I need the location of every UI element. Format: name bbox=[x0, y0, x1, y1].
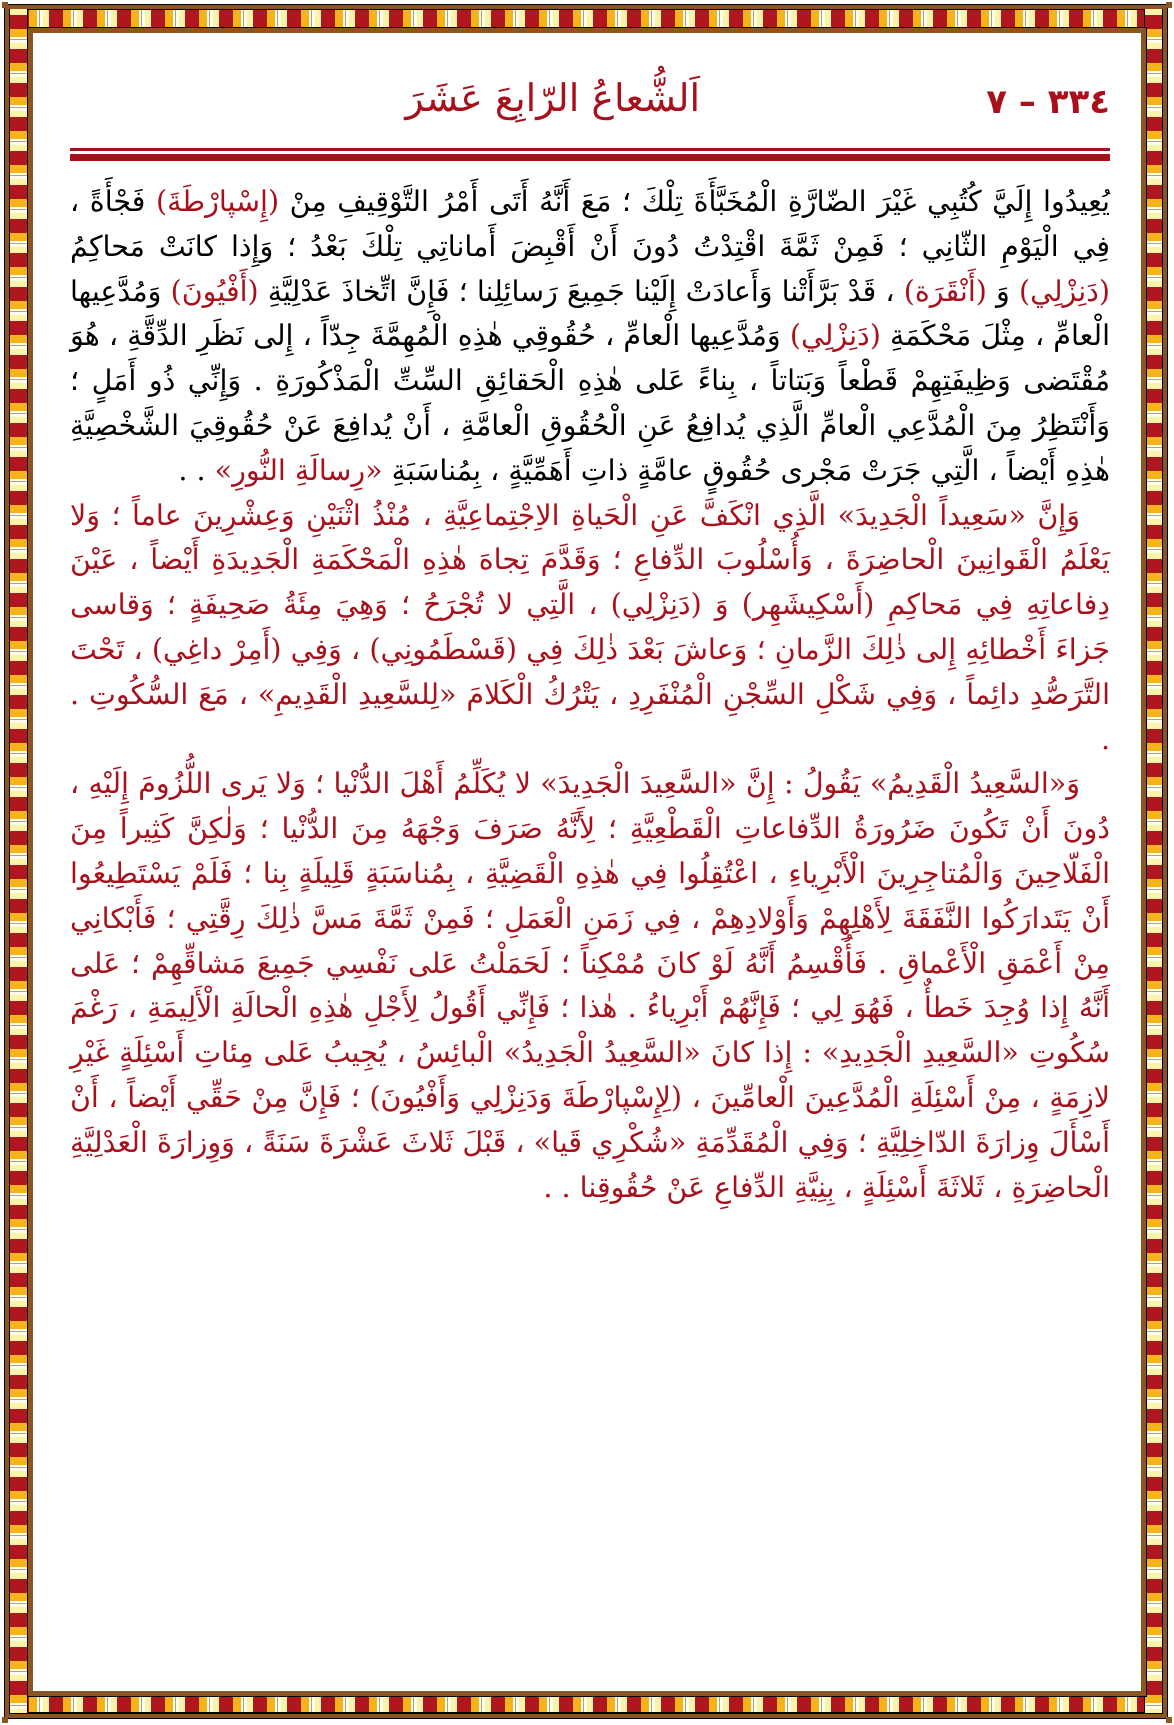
braid-border-top bbox=[9, 9, 1163, 28]
corner-ornament-top-left bbox=[2, 2, 8, 8]
book-title-highlight: «رِسالَةِ النُّورِ» bbox=[214, 453, 383, 487]
place-name-highlight: (إِسْپارْطَةَ) bbox=[156, 185, 280, 218]
text-segment: وَ bbox=[986, 274, 1019, 308]
page-header bbox=[70, 60, 1110, 146]
header-rule-thin bbox=[70, 148, 1110, 151]
text-segment: ، قَدْ بَرَّأَتْنا وَأَعادَتْ إِلَيْنا جَمِيعَ رَسائِلِنا ؛ فَإِنَّ اتِّخاذَ عَدْلِيَّةِ bbox=[258, 274, 904, 308]
braid-border-bottom bbox=[9, 1694, 1163, 1713]
corner-ornament-bottom-right bbox=[1166, 1717, 1172, 1723]
text-segment: وَمُدَّعِيها الْعامِّ ، مِثْلَ مَحْكَمَةِ bbox=[70, 274, 1110, 353]
corner-ornament-bottom-left bbox=[2, 1717, 8, 1723]
page-content bbox=[70, 60, 1110, 1204]
header-rule-thick bbox=[70, 154, 1110, 161]
place-name-highlight: (دَنِزْلِي) bbox=[789, 319, 881, 353]
chapter-title: اَلشُّعاعُ الرّابِعَ عَشَرَ bbox=[405, 76, 700, 120]
braid-border-left bbox=[9, 9, 28, 1713]
paragraph-3: وَ«السَّعِيدُ الْقَدِيمُ» يَقُولُ : إِنَّ «السَّعِيدَ الْجَدِيدَ» لا يُكَلِّمُ أَهْلَ الدُّنْيا ؛ وَلا يَرى اللُّزُومَ إِلَيْهِ ، دُونَ أَنْ تَكُونَ ضَرُورَةُ الدِّفاعاتِ الْقَطْعِيَّةِ ؛ لِأَنَّهُ صَرَفَ وَجْهَهُ مِنَ الدُّنْيا ؛ وَلٰكِنَّ كَثِيراً مِنَ الْفَلّاحِينَ وَالْمُتاجِرِينَ الْأَبْرِياءِ ، اعْتُقِلُوا فِي هٰذِهِ الْقَضِيَّةِ ، بِمُناسَبَةٍ قَلِيلَةٍ بِنا ؛ فَلَمْ يَسْتَطِيعُوا أَنْ يَتَدارَكُوا النَّفَقَةَ لِأَهْلِهِمْ وَأَوْلادِهِمْ ، فِي زَمَنِ الْعَمَلِ ؛ فَمِنْ ثَمَّةَ مَسَّ ذٰلِكَ رِقَّتِي ؛ فَأَبْكانِي مِنْ أَعْمَقِ الْأَعْماقِ . فَأُقْسِمُ أَنَّهُ لَوْ كانَ مُمْكِناً ؛ لَحَمَلْتُ عَلى نَفْسِي جَمِيعَ مَشاقِّهِمْ ؛ عَلى أَنَّهُ إِذا وُجِدَ خَطأٌ ، فَهُوَ لِي ؛ فَإِنَّهُمْ أَبْرِياءُ . هٰذا ؛ فَإِنِّي أَقُولُ لِأَجْلِ هٰذِهِ الْحالَةِ الْأَلِيمَةِ ، رَغْمَ سُكُوتِ «السَّعِيدِ الْجَدِيدِ» : إِذا كانَ «السَّعِيدُ الْجَدِيدُ» الْبائِسُ ، يُجِيبُ عَلى مِئاتِ أَسْئِلَةٍ غَيْرِ لازِمَةٍ ، مِنْ أَسْئِلَةِ الْمُدَّعِينَ الْعامِّينَ ، (لِإِسْپارْطَةَ وَدَنِزْلِي وَأَفْيُونَ) ؛ فَإِنَّ مِنْ حَقِّي أَيْضاً ، أَنْ أَسْأَلَ وِزارَةَ الدّاخِلِيَّةِ ؛ وَفِي الْمُقَدِّمَةِ «شُكْرِي قَيا» ، قَبْلَ ثَلاثَ عَشْرَةَ سَنَةً ، وَوِزارَةَ الْعَدْلِيَّةِ الْحاضِرَةِ ، ثَلاثَةَ أَسْئِلَةٍ ، بِنِيَّةِ الدِّفاعِ عَنْ حُقُوقِنا . . bbox=[70, 767, 1110, 1204]
text-segment: يُعِيدُوا إِلَيَّ كُتُبِي غَيْرَ الضّارَّةِ الْمُخَبَّأَةَ تِلْكَ ؛ مَعَ أَنَّهُ أَتَى أَمْرُ التَّوْقِيفِ مِنْ bbox=[279, 185, 1110, 218]
body-text bbox=[70, 180, 1110, 1210]
text-segment: فَجْأَةً ، فِي الْيَوْمِ الثّانِي ؛ فَمِنْ ثَمَّةَ اقْتِدْتُ دُونَ أَنْ أَقْبِضَ أَماناتِي تِلْكَ بَعْدُ ؛ وَإِذا كانَتْ مَحاكِمُ bbox=[70, 185, 1110, 263]
place-name-highlight: (أَفْيُونَ) bbox=[170, 274, 259, 308]
place-name-highlight: (أَنْقَرَة) bbox=[903, 274, 987, 308]
text-segment: . . bbox=[178, 453, 215, 487]
text-segment: وَمُدَّعِيها الْعامِّ ، حُقُوقِي هٰذِهِ الْمُهِمَّةَ جِدّاً ، إِلى نَظَرِ الدِّقَّةِ ، هُوَ مُقْتَضى وَظِيفَتِهِمْ قَطْعاً وَبَتاتاً ، بِناءً عَلى هٰذِهِ الْحَقائِقِ السِّتِّ الْمَذْكُورَةِ . وَإِنِّي ذُو أَمَلٍ ؛ وَأَنْتَظِرُ مِنَ الْمُدَّعِي الْعامِّ الَّذِي يُدافِعُ عَنِ الْحُقُوقِ الْعامَّةِ ، أَنْ يُدافِعَ عَنْ حُقُوقِيَ الشَّخْصِيَّةِ هٰذِهِ أَيْضاً ، الَّتِي جَرَتْ مَجْرى حُقُوقٍ عامَّةٍ ذاتِ أَهَمِّيَّةٍ ، بِمُناسَبَةِ bbox=[70, 319, 1110, 487]
paragraph-1 bbox=[70, 180, 1110, 494]
paragraph-2: وَإِنَّ «سَعِيداً الْجَدِيدَ» الَّذِي انْكَفَّ عَنِ الْحَياةِ الاِجْتِماعِيَّةِ ، مُنْذُ اثْنَيْنِ وَعِشْرِينَ عاماً ؛ وَلا يَعْلَمُ الْقَوانِينَ الْحاضِرَةَ ، وَأُسْلُوبَ الدِّفاعِ ؛ وَقَدَّمَ تِجاهَ هٰذِهِ الْمَحْكَمَةِ الْجَدِيدَةِ أَيْضاً ، عَيْنَ دِفاعاتِهِ فِي مَحاكِمِ (أَسْكِيشَهِر) وَ (دَنِزْلِي) ، الَّتِي لا تُجْرَحُ ؛ وَهِيَ مِئَةُ صَحِيفَةٍ ؛ وَقاسى جَزاءَ أَخْطائِهِ إِلى ذٰلِكَ الزَّمانِ ؛ وَعاشَ بَعْدَ ذٰلِكَ فِي (قَسْطَمُونِي) ، وَفِي (أَمِرْ داغِي) ، تَحْتَ التَّرَصُّدِ دائِماً ، وَفِي شَكْلِ السِّجْنِ الْمُنْفَرِدِ ، يَتْرُكُ الْكَلامَ «لِلسَّعِيدِ الْقَدِيمِ» ، مَعَ السُّكُوتِ . . bbox=[70, 498, 1110, 756]
page-number: ٣٣٤ – ٧ bbox=[986, 82, 1110, 122]
corner-ornament-top-right bbox=[1166, 2, 1172, 8]
braid-border-right bbox=[1144, 9, 1163, 1713]
place-name-highlight: (دَنِزْلِي) bbox=[1018, 274, 1110, 308]
